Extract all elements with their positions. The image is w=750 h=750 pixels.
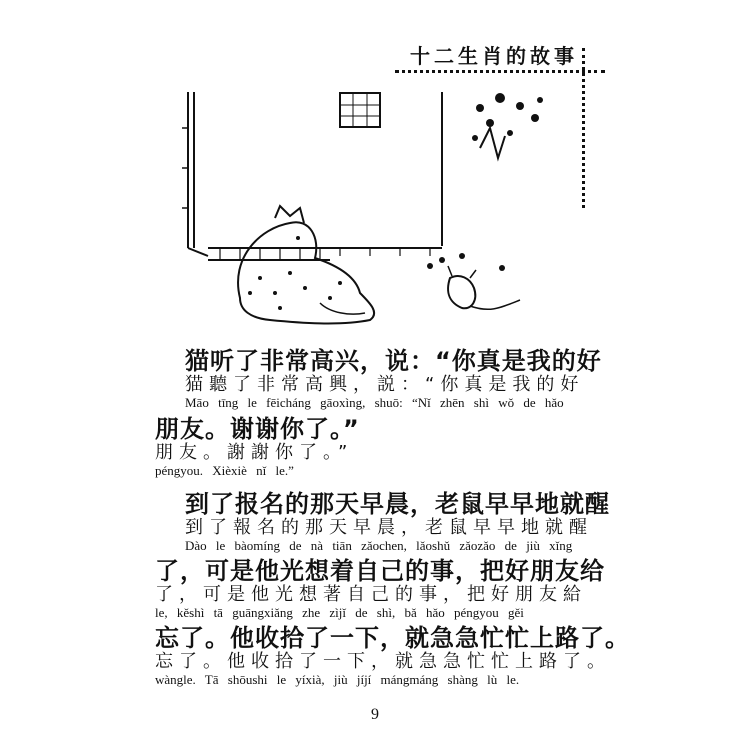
page-number: 9: [371, 706, 379, 723]
pinyin-text: péngyou. Xièxiè nǐ le.”: [155, 463, 294, 478]
simplified-text: 到了报名的那天早晨，老鼠早早地就醒: [185, 490, 610, 518]
paragraph-1-line-1: [155, 347, 602, 411]
simplified-text: 忘了。他收拾了一下，就急急忙忙上路了。: [155, 624, 630, 652]
header-dotted-rule: [395, 70, 605, 73]
pinyin-text: le, kěshì tā guāngxiǎng zhe zìjǐ de shì, bǎ hǎo péngyou gěi: [155, 605, 524, 620]
paragraph-1-line-2: [155, 415, 360, 479]
paragraph-2-line-1: [155, 490, 610, 554]
traditional-text: 了，可是他光想著自己的事，把好朋友給: [155, 584, 587, 605]
paragraph-2-line-3: [155, 624, 630, 688]
pinyin-text: wàngle. Tā shōushi le yíxià, jiù jíjí mángmáng shàng lù le.: [155, 672, 520, 687]
pinyin-text: Māo tīng le fēicháng gāoxìng, shuō: “Nǐ zhēn shì wǒ de hǎo: [185, 395, 564, 410]
book-title: 十二生肖的故事: [410, 44, 578, 68]
paragraph-2-line-2: [155, 557, 605, 621]
traditional-text: 猫聽了非常高興，説：“你真是我的好: [185, 374, 585, 395]
traditional-text: 忘了。他收拾了一下，就急急忙忙上路了。: [155, 651, 611, 672]
traditional-text: 到了報名的那天早晨，老鼠早早地就醒: [185, 517, 593, 538]
simplified-text: 朋友。谢谢你了。”: [155, 415, 360, 443]
traditional-text: 朋友。謝謝你了。”: [155, 442, 354, 463]
simplified-text: 猫听了非常高兴，说：“你真是我的好: [185, 347, 602, 375]
cat-and-rat-illustration: [180, 88, 580, 338]
vertical-dotted-rule: [582, 48, 585, 208]
pinyin-text: Dào le bàomíng de nà tiān zǎochen, lǎoshǔ zǎozǎo de jiù xǐng: [185, 538, 573, 553]
simplified-text: 了，可是他光想着自己的事，把好朋友给: [155, 557, 605, 585]
